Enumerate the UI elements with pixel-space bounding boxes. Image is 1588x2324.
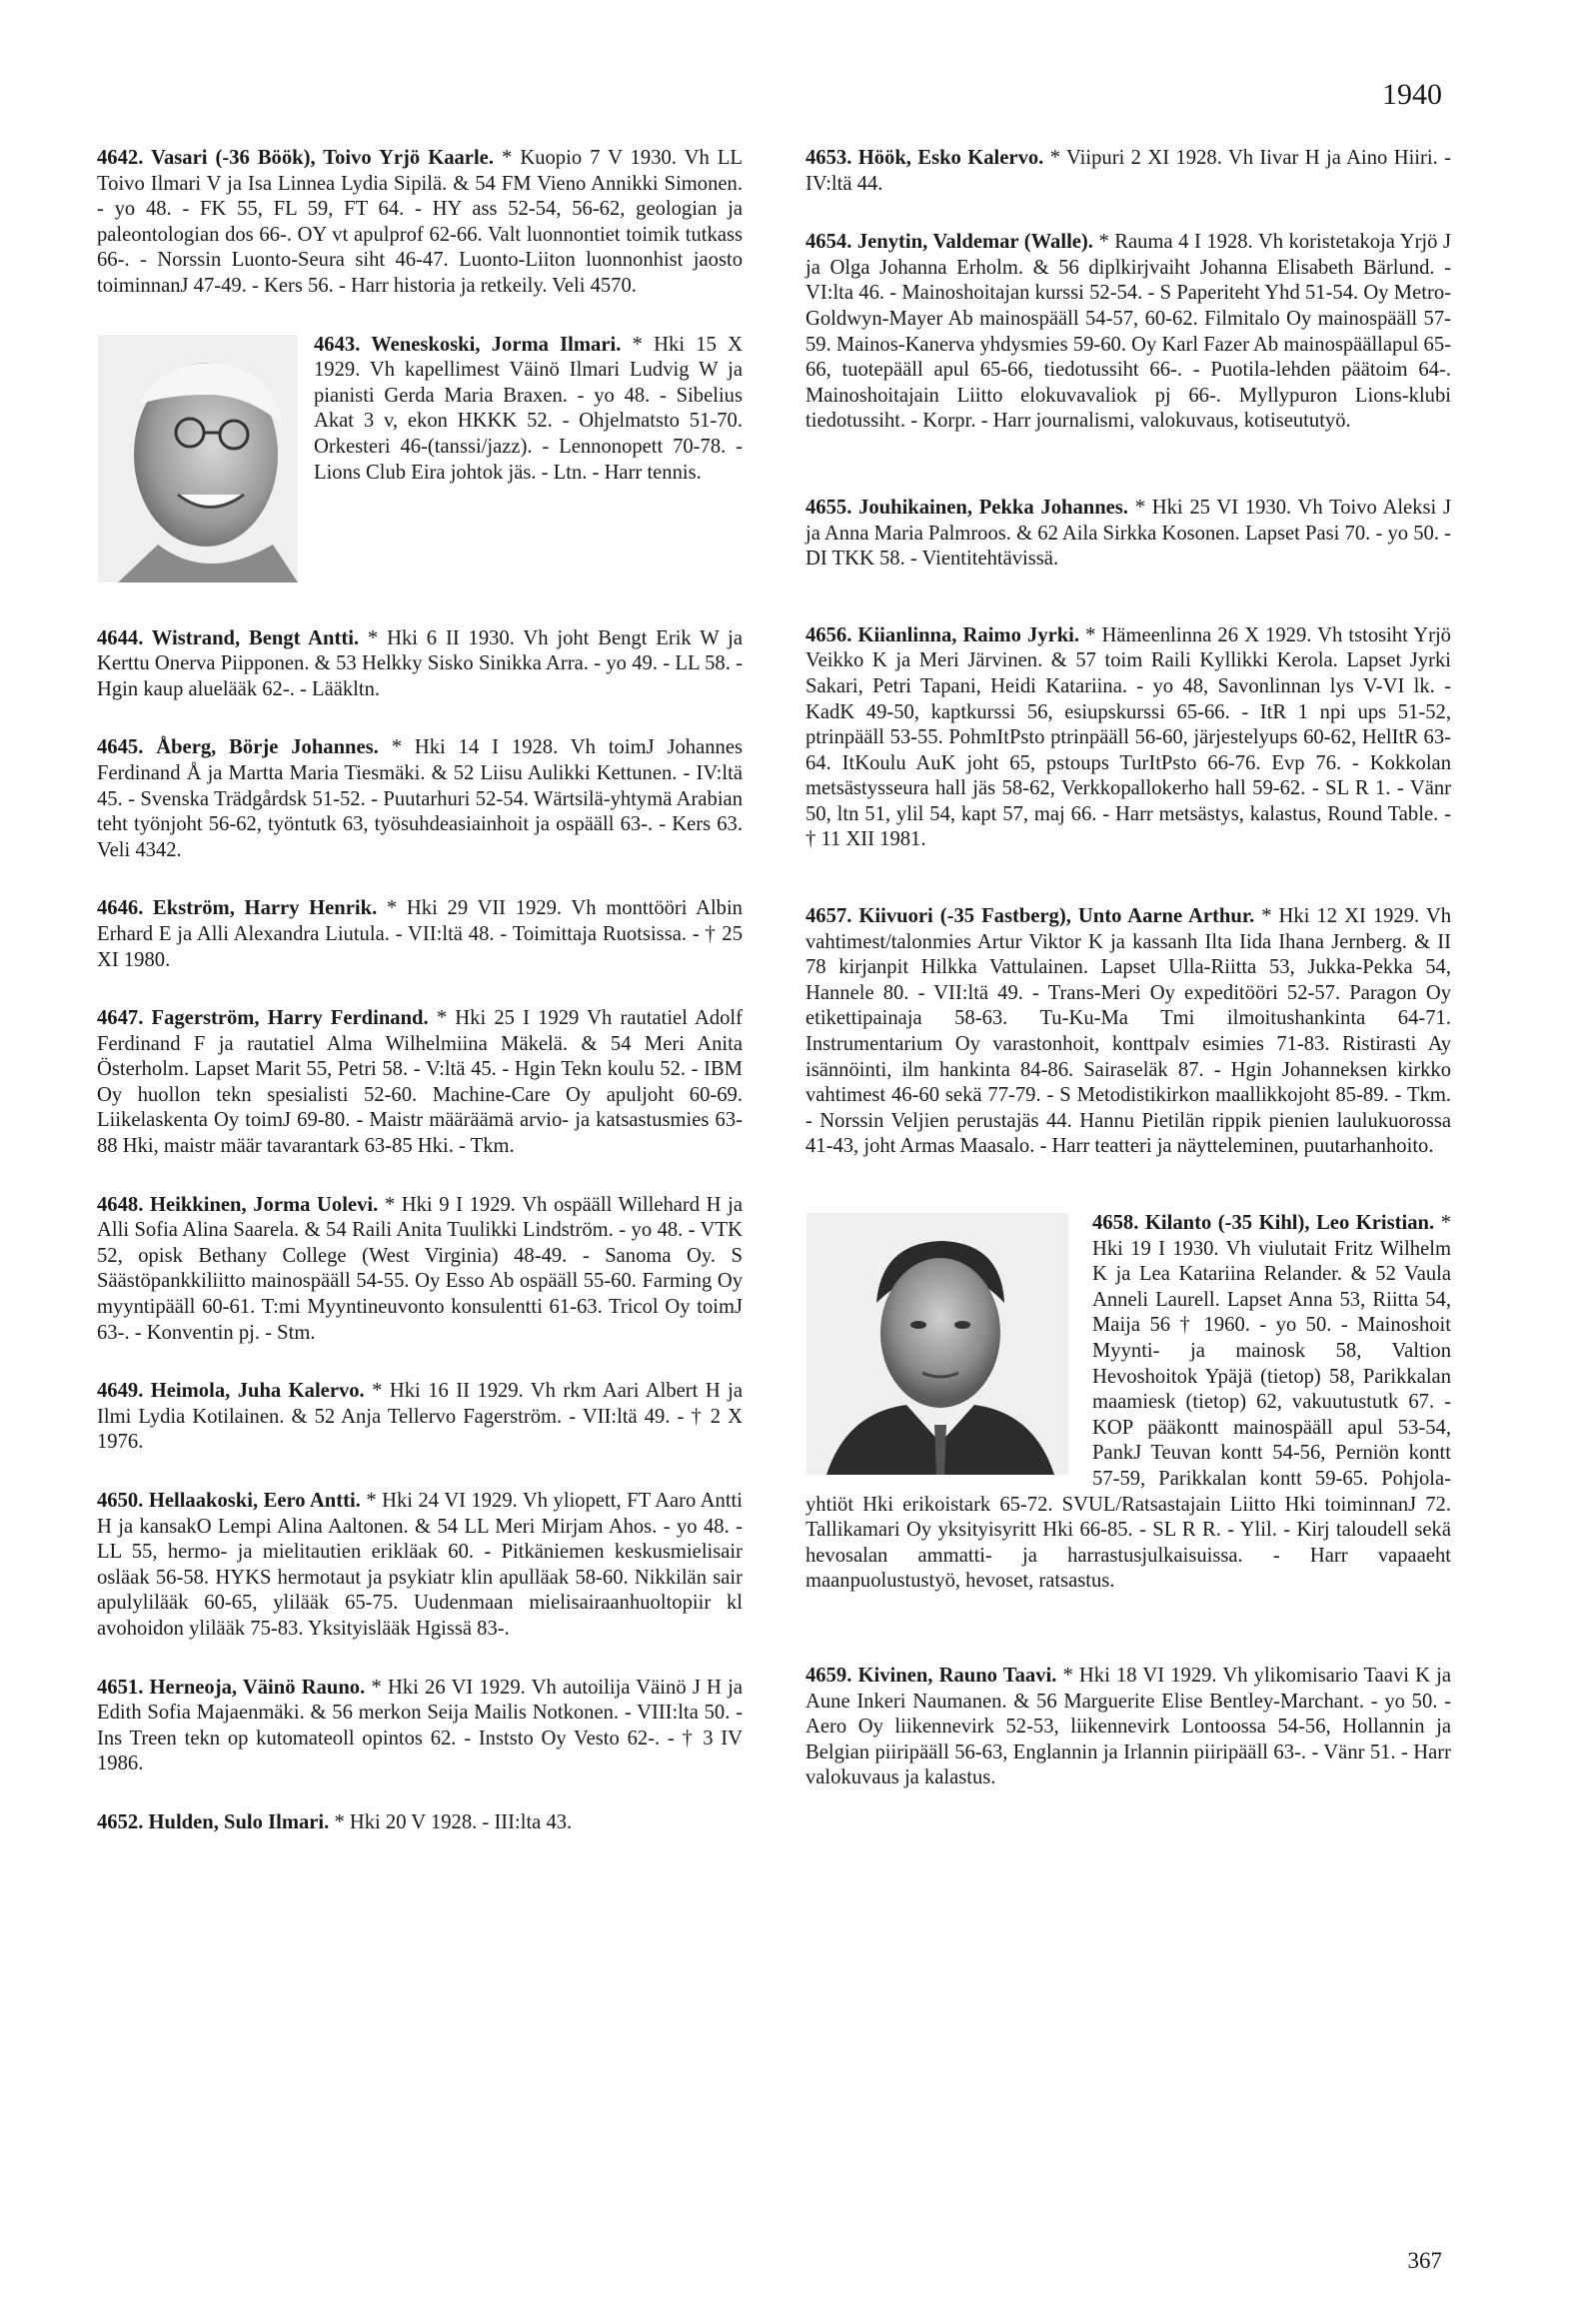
entry-text: * Hki 18 VI 1929. Vh ylikomisario Taavi K ja Aune Inkeri Naumanen. & 56 Marguerite Elise Bentley-Marchant. - yo 50. - Aero Oy liikennevirk 52-53, liikennevirk Lontoossa 54-56, Hollannin ja Belgian piiripääll 56-63, Englannin ja Irlannin piiripääll 63-. - Vänr 51. - Harr valokuvaus ja kalastus. xyxy=(805,1664,1451,1789)
entry-text: * Hki 14 I 1928. Vh toimJ Johannes Ferdinand Å ja Martta Maria Tiesmäki. & 52 Liisu Aulikki Kettunen. - IV:ltä 45. - Svenska Trädgårdsk 51-52. - Puutarhuri 52-54. Wärtsilä-yhtymä Arabian teht työnjoht 56-62, työntutk 63, työsuhdeasiainhoit ja ospääll 63-. - Kers 63. Veli 4342. xyxy=(97,736,743,861)
entry-4653 xyxy=(805,146,1451,197)
portrait-photo-weneskoski xyxy=(98,335,298,582)
entry-text: * Hki 20 V 1928. - III:lta 43. xyxy=(329,1810,573,1833)
entry-4657 xyxy=(805,904,1451,1160)
entry-text: * Kuopio 7 V 1930. Vh LL Toivo Ilmari V ja Isa Linnea Lydia Sipilä. & 54 FM Vieno Annikki Simonen. - yo 48. - FK 55, FL 59, FT 64. - HY ass 52-54, 56-62, geologian ja paleontologian dos 66-. OY vt apulprof 62-66. Valt luonnontiet toimik tutkass 66-. - Norssin Luonto-Seura siht 46-47. Luonto-Liiton luonnonhist jaosto toiminnanJ 47-49. - Kers 56. - Harr historia ja retkeily. Veli 4570. xyxy=(97,147,743,297)
entry-text: * Hki 9 I 1929. Vh ospääll Willehard H ja Alli Sofia Alina Saarela. & 54 Raili Anita Tuulikki Lindström. - yo 48. - VTK 52, opisk Bethany College (West Virginia) 48-49. - Sanoma Oy. S Säästöpankkiliitto mainospääll 54-55. Oy Esso Ab ospääll 55-60. Farming Oy myyntipääll 60-61. T:mi Myyntineuvonto konsulentti 61-63. Tricol Oy toimJ 63-. - Konventin pj. - Stm. xyxy=(97,1193,743,1344)
entry-4658 xyxy=(805,1211,1451,1595)
entry-4647 xyxy=(97,1006,743,1160)
entry-heading: 4643. Weneskoski, Jorma Ilmari. xyxy=(314,333,622,356)
entry-text: * Hki 16 II 1929. Vh rkm Aari Albert H ja Ilmi Lydia Kotilainen. & 52 Anja Tellervo Fagerström. - VII:ltä 49. - † 2 X 1976. xyxy=(97,1380,743,1454)
entry-heading: 4645. Åberg, Börje Johannes. xyxy=(97,736,379,759)
entry-heading: 4652. Hulden, Sulo Ilmari. xyxy=(97,1810,330,1833)
entry-4655 xyxy=(805,496,1451,573)
entry-heading: 4650. Hellaakoski, Eero Antti. xyxy=(97,1490,361,1512)
entry-4656 xyxy=(805,623,1451,853)
entry-4645 xyxy=(97,735,743,863)
entry-4651 xyxy=(97,1676,743,1777)
entry-heading: 4656. Kiianlinna, Raimo Jyrki. xyxy=(805,623,1080,646)
entry-text: * Hki 26 VI 1929. Vh autoilija Väinö J H ja Edith Sofia Majaenmäki. & 56 merkon Seija Mailis Notkonen. - VIII:lta 50. - Ins Treen tekn op kutomateoll opintos 62. - Inststo Oy Vesto 62-. - † 3 IV 1986. xyxy=(97,1676,743,1775)
entry-text: * Hämeenlinna 26 X 1929. Vh tstosiht Yrjö Veikko K ja Meri Järvinen. & 57 toim Raili Kyllikki Kerola. Lapset Jyrki Sakari, Petri Tapani, Heidi Katariina. - yo 48, Savonlinnan lys V-VI lk. - KadK 49-50, kaptkurssi 56, esiupskurssi 65-66. - ItR 1 npi ups 51-52, ptrinpääll 53-55. PohmItPsto ptrinpääll 56-60, järjestelyups 60-62, HelItR 63-64. ItKoulu AuK joht 65, pstoups TurItPsto 66-76. Evp 76. - Kokkolan metsästysseura hall jäs 58-62, Verkkopallokerho hall 59-62. - SL R 1. - Vänr 50, ltn 51, ylil 54, kapt 57, maj 66. - Harr metsästys, kalastus, Round Table. - † 11 XII 1981. xyxy=(805,623,1451,851)
right-column xyxy=(805,146,1451,1824)
entry-text: * Hki 25 VI 1930. Vh Toivo Aleksi J ja Anna Maria Palmroos. & 62 Aila Sirkka Kosonen. Lapset Pasi 70. - yo 50. - DI TKK 58. - Vientitehtävissä. xyxy=(805,496,1451,571)
entry-heading: 4653. Höök, Esko Kalervo. xyxy=(805,147,1044,169)
entry-4650 xyxy=(97,1489,743,1643)
entry-4644 xyxy=(97,626,743,703)
entry-text: * Rauma 4 I 1928. Vh koristetakoja Yrjö J ja Olga Johanna Erholm. & 56 diplkirjvaiht Johanna Elisabeth Bärlund. - VI:lta 46. - Mainoshoitajan kurssi 52-54. - S Paperiteht Yhd 51-54. Oy Metro-Goldwyn-Mayer Ab mainospääll 54-57, 60-62. Filmitalo Oy mainospääll 57-59. Mainos-Kanerva yhdysmies 59-60. Oy Karl Fazer Ab mainospäällapul 65-66, tuotepääll apul 65-66, tiedotussiht 66-. - Puotila-lehden päätoim 64-. Mainoshoitajain Liitto elokuvavaliok pj 66-. Myllypuron Lions-klubi tiedotussiht. - Korpr. - Harr journalismi, valokuvaus, kotiseututyö. xyxy=(805,231,1451,433)
page-number: 367 xyxy=(1407,2248,1442,2273)
entry-heading: 4651. Herneoja, Väinö Rauno. xyxy=(97,1676,366,1699)
entry-heading: 4657. Kiivuori (-35 Fastberg), Unto Aarne Arthur. xyxy=(805,905,1255,928)
entry-heading: 4659. Kivinen, Rauno Taavi. xyxy=(805,1664,1057,1687)
portrait-photo-kilanto xyxy=(806,1213,1076,1481)
entry-heading: 4655. Jouhikainen, Pekka Johannes. xyxy=(805,496,1128,519)
entry-heading: 4644. Wistrand, Bengt Antti. xyxy=(97,626,360,649)
entry-text: * Hki 29 VII 1929. Vh monttööri Albin Erhard E ja Alli Alexandra Liutula. - VII:ltä 48. - Toimittaja Ruotsissa. - † 25 XI 1980. xyxy=(97,897,743,971)
entry-text: * Hki 15 X 1929. Vh kapellimest Väinö Ilmari Ludvig W ja pianisti Gerda Maria Braxen. - yo 48. - Sibelius Akat 3 v, ekon HKKK 52. - Ohjelmatsto 51-70. Orkesteri 46-(tanssi/jazz). - Lennonopett 70-78. - Lions Club Eira johtok jäs. - Ltn. - Harr tennis. xyxy=(314,333,743,484)
entry-text: * Hki 6 II 1930. Vh joht Bengt Erik W ja Kerttu Onerva Piipponen. & 53 Helkky Sisko Sinikka Arra. - yo 49. - LL 58. - Hgin kaup aluelääk 62-. - Lääkltn. xyxy=(97,626,743,700)
entry-4654 xyxy=(805,230,1451,435)
page-year-header: 1940 xyxy=(1382,78,1442,111)
entry-text: * Viipuri 2 XI 1928. Vh Iivar H ja Aino Hiiri. - IV:ltä 44. xyxy=(805,147,1451,195)
entry-4649 xyxy=(97,1379,743,1456)
entry-4648 xyxy=(97,1193,743,1347)
entry-heading: 4658. Kilanto (-35 Kihl), Leo Kristian. xyxy=(1092,1212,1435,1234)
entry-text: * Hki 24 VI 1929. Vh yliopett, FT Aaro Antti H ja kansakO Lempi Alina Aaltonen. & 54 LL Meri Mirjam Ahos. - yo 48. - LL 55, hermo- ja mielitautien erikläak 60. - Pitkäniemen keskusmielisair osläak 56-58. HYKS hermotaut ja psykiatr klin apulläak 58-60. Nikkilän sair apulylilääk 60-65, ylilääk 65-75. Uudenmaan mielisairaanhuoltopiir kl avohoidon ylilääk 75-83. Yksityislääk Hgissä 83-. xyxy=(97,1490,744,1640)
entry-4646 xyxy=(97,896,743,973)
left-column xyxy=(97,146,743,1869)
entry-text: * Hki 25 I 1929 Vh rautatiel Adolf Ferdinand F ja rautatiel Alma Wilhelmiina Mäkelä. & 54 Meri Anita Österholm. Lapset Marit 55, Petri 58. - V:ltä 45. - Hgin Tekn koulu 52. - IBM Oy huollon tekn spesialisti 52-60. Machine-Care Oy apuljoht 60-69. Liikelaskenta Oy toimJ 69-80. - Maistr määräämä arvio- ja katsastusmies 63-88 Hki, maistr määr tavarantark 63-85 Hki. - Tkm. xyxy=(97,1007,743,1158)
entry-heading: 4642. Vasari (-36 Böök), Toivo Yrjö Kaarle. xyxy=(97,147,494,169)
entry-4652 xyxy=(97,1810,743,1836)
entry-heading: 4654. Jenytin, Valdemar (Walle). xyxy=(805,231,1093,254)
entry-heading: 4646. Ekström, Harry Henrik. xyxy=(97,897,378,920)
entry-text: * Hki 12 XI 1929. Vh vahtimest/talonmies Artur Viktor K ja kassanh Ilta Iida Ihana Jernberg. & II 78 kirjanpit Hilkka Vattulainen. Lapset Ulla-Riitta 53, Jukka-Pekka 54, Hannele 80. - VII:ltä 49. - Trans-Meri Oy expeditööri 52-57. Paragon Oy etikettipainaja 58-63. Tu-Ku-Ma Tmi ilmoitushankinta 64-71. Instrumentarium Oy varastonhoit, konttpalv esimies 71-83. Ristirasti Ay isännöinti, ilm hankinta 84-86. Sairaseläk 87. - Hgin Johanneksen kirkko vahtimest 46-60 sekä 77-79. - S Metodistikirkon maallikkojoht 85-89. - Tkm. - Norssin Veljien perustajäs 44. Hannu Pietilän rippik pienien laulukuorossa 41-43, joht Armas Maasalo. - Harr teatteri ja näytteleminen, puutarhanhoito. xyxy=(805,905,1451,1158)
entry-4659 xyxy=(805,1664,1451,1791)
entry-heading: 4649. Heimola, Juha Kalervo. xyxy=(97,1380,365,1403)
entry-heading: 4647. Fagerström, Harry Ferdinand. xyxy=(97,1007,429,1030)
entry-text: * Hki 19 I 1930. Vh viulutait Fritz Wilhelm K ja Lea Katariina Relander. & 52 Vaula Anneli Laurell. Lapset Anna 53, Riitta 54, Maija 56 † 1960. - yo 50. - Mainoshoit Myynti- ja mainosk 58, Valtion Hevoshoitok Ypäjä (tietop) 58, Parikkalan maamiesk (tietop) 62, vakuutustutk 67. - KOP pääkontt mainospääll apul 53-54, PankJ Teuvan kontt 54-56, Perniön kontt 57-59, Parikkalan kontt 59-65. Pohjola-yhtiöt Hki erikoistark 65-72. SVUL/Ratsastajain Liitto Hki toiminnanJ 72. Tallikamari Oy yksityisyritt Hki 66-85. - SL R R. - Ylil. - Kirj taloudell sekä hevosalan ammatti- ja harrastusjulkaisuissa. - Harr vapaaeht maanpuolustustyö, hevoset, ratsastus. xyxy=(805,1212,1451,1593)
entry-4643 xyxy=(97,333,743,487)
entry-heading: 4648. Heikkinen, Jorma Uolevi. xyxy=(97,1193,379,1216)
entry-4642 xyxy=(97,146,743,300)
